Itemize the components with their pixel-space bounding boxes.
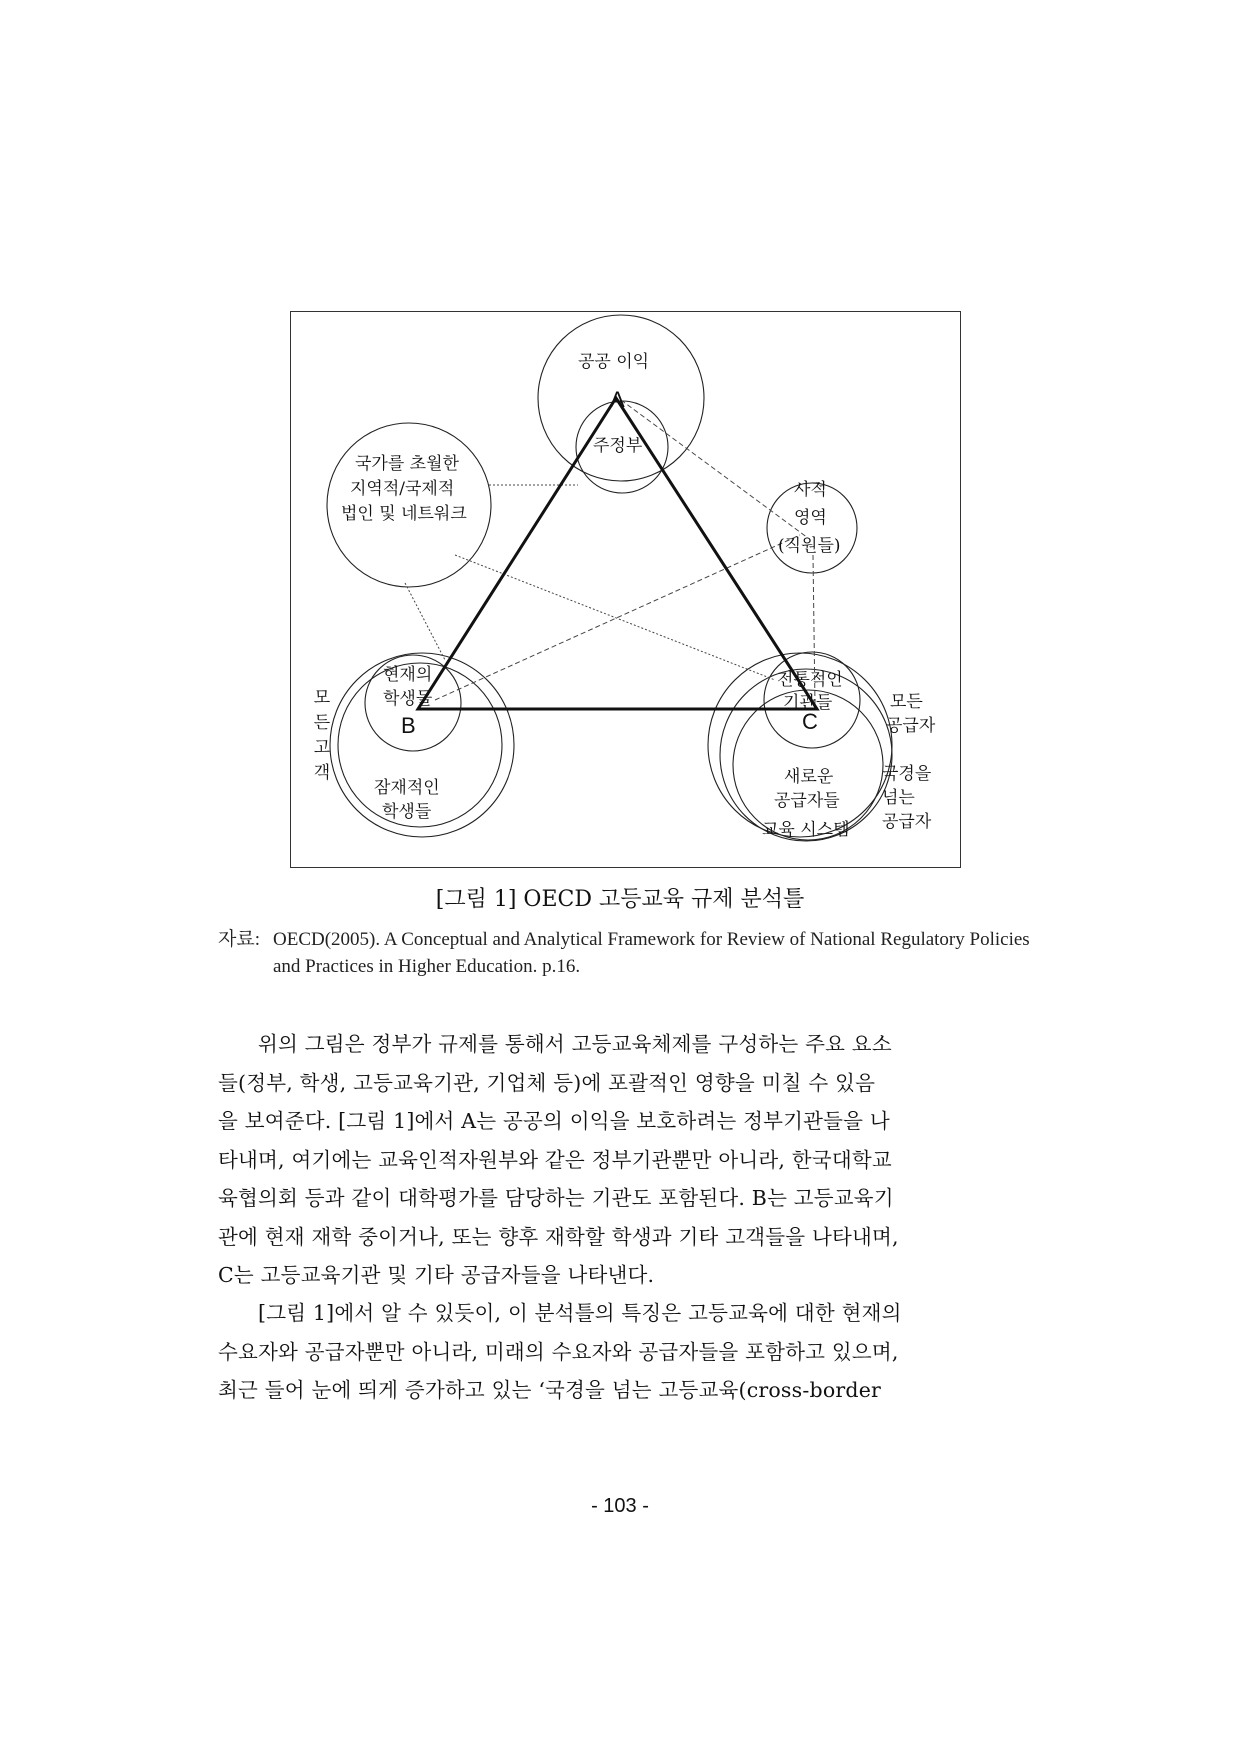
para2-line: 최근 들어 눈에 띄게 증가하고 있는 ‘국경을 넘는 고등교육(cross-border [218,1378,882,1402]
crossborder-label-3: 공급자 [882,812,932,832]
link-gov-private [621,400,808,538]
all-customers-label: 모든고객 [313,688,331,783]
current-students-label-2: 학생들 [383,689,433,709]
figure-caption: [그림 1] OECD 고등교육 규제 분석틀 [435,887,805,912]
para1-line: 관에 현재 재학 중이거나, 또는 향후 재학할 학생과 기타 고객들을 나타내며, [218,1224,899,1249]
new-suppliers-label-2: 공급자들 [774,791,840,811]
private-label-1: 사적 [794,480,827,500]
body-paragraph-1 [218,1025,1014,1295]
para1-line: 들(정부, 학생, 고등교육기관, 기업체 등)에 포괄적인 영향을 미칠 수 있음 [218,1070,876,1095]
letter-a: A [610,387,625,412]
potential-students-label-2: 학생들 [382,802,432,822]
body-paragraph-2 [218,1294,1014,1410]
para2-line: 수요자와 공급자뿐만 아니라, 미래의 수요자와 공급자들을 포함하고 있으며, [218,1339,899,1364]
para2-line: [그림 1]에서 알 수 있듯이, 이 분석틀의 특징은 고등교육에 대한 현재의 [258,1301,902,1325]
crossborder-label-2: 넘는 [882,788,915,808]
letter-b: B [401,713,416,738]
traditional-label-1: 전통적인 [777,670,843,690]
crossborder-label-1: 국경을 [882,764,932,784]
edu-system-label: 교육 시스템 [762,820,850,840]
current-students-label-1: 현재의 [383,665,433,685]
traditional-label-2: 기관들 [783,693,833,713]
private-label-2: 영역 [794,508,827,528]
all-suppliers-label-2: 공급자 [886,716,936,736]
link-transnational-students [405,583,445,660]
transnational-label-2: 지역적/국제적 [350,479,455,499]
para1-line: 위의 그림은 정부가 규제를 통해서 고등교육체제를 구성하는 주요 요소 [258,1032,892,1056]
potential-students-label-1: 잠재적인 [374,778,440,798]
source-label: 자료: [218,929,260,950]
para1-line: C는 고등교육기관 및 기타 공급자들을 나타낸다. [218,1263,655,1287]
public-interest-label: 공공 이익 [578,352,650,372]
page-number: - 103 - [591,1495,649,1517]
para1-line: 육협의회 등과 같이 대학평가를 담당하는 기관도 포함된다. B는 고등교육기 [218,1186,894,1210]
letter-c: C [802,709,818,734]
link-students-private [435,535,800,700]
para1-line: 을 보여준다. [그림 1]에서 A는 공공의 이익을 보호하려는 정부기관들을 나 [218,1109,890,1133]
main-gov-label: 주정부 [593,436,643,456]
new-suppliers-label-1: 새로운 [784,767,834,787]
private-label-3: (직원들) [778,536,841,556]
all-suppliers-label-1: 모든 [890,692,923,712]
transnational-label-1: 국가를 초월한 [355,454,459,474]
transnational-label-3: 법인 및 네트워크 [341,504,467,524]
para1-line: 타내며, 여기에는 교육인적자원부와 같은 정부기관뿐만 아니라, 한국대학교 [218,1147,892,1172]
source-text: OECD(2005). A Conceptual and Analytical Framework for Review of National Regulatory Policies and Practices in Higher Education. p.16. [273,929,1030,977]
